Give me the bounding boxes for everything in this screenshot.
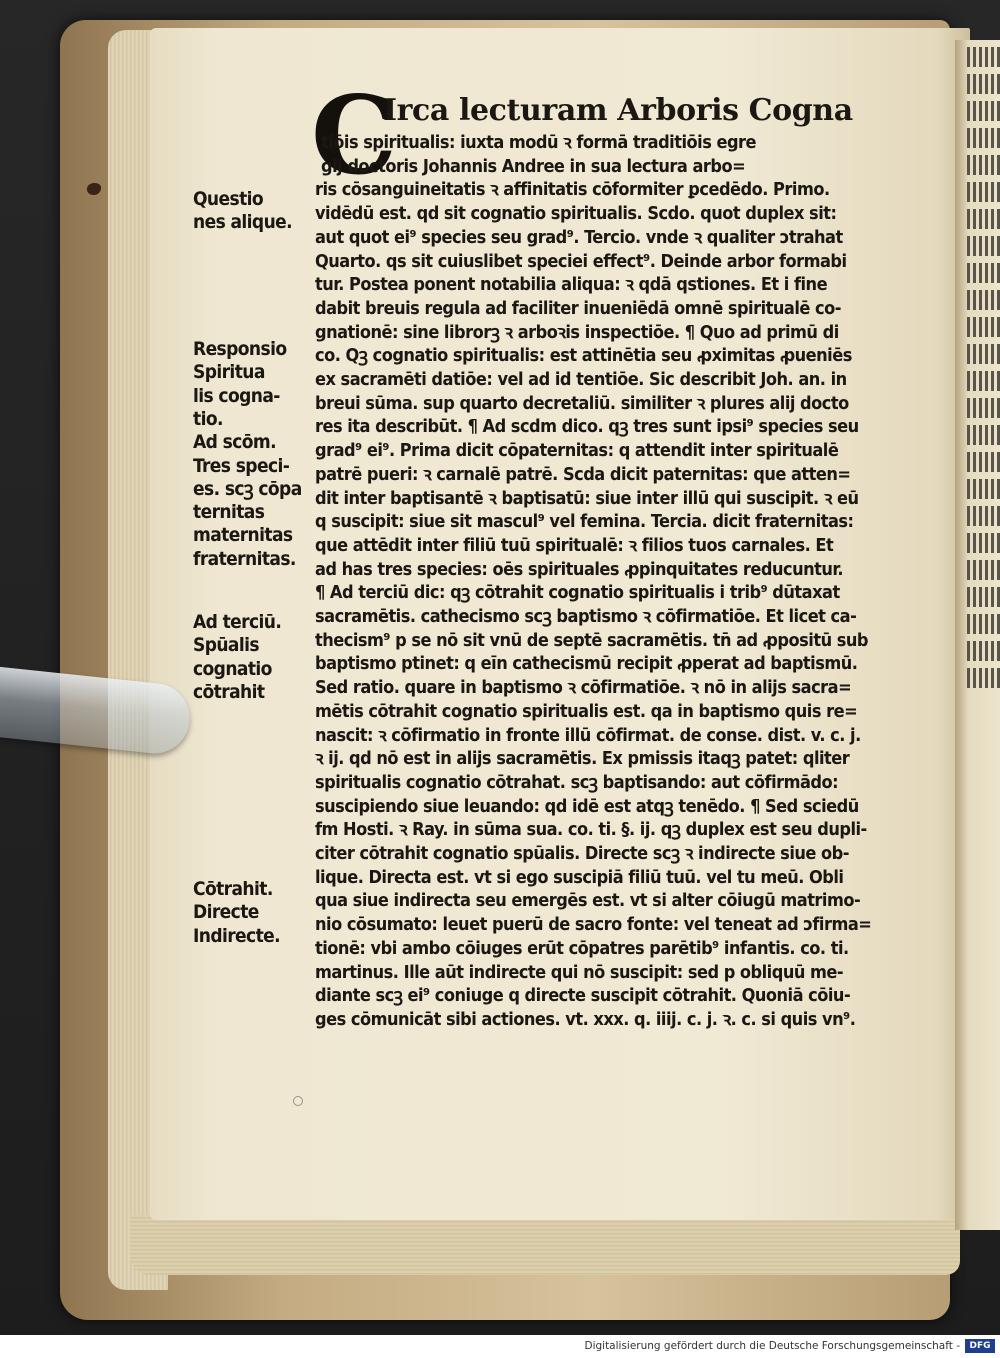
text-line: aut quot ei⁹ species seu grad⁹. Tercio. vnde ꝛ qualiter ɔtrahat: [315, 226, 843, 248]
decorated-initial: C: [311, 73, 397, 199]
page-edges-bottom: [130, 1215, 960, 1275]
text-line: thecism⁹ p se nō sit vnū de septē sacramētis. tn̄ ad ꝓpositū sub: [315, 629, 869, 651]
text-line: dit inter baptisantē ꝛ baptisatū: siue inter illū qui suscipit. ꝛ eū: [315, 487, 859, 509]
margin-note-line: cōtrahit: [193, 680, 265, 703]
text-line: gnationē: sine librorꝫ ꝛ arboꝛis inspectiōe. ¶ Quo ad primū di: [315, 321, 839, 343]
text-line: fm Hosti. ꝛ Ray. in sūma sua. co. ti. §. ij. qꝫ duplex est seu dupli-: [315, 819, 867, 841]
text-line: res ita describūt. ¶ Ad scdm dico. qꝫ tres sunt ipsi⁹ species seu: [315, 416, 859, 438]
margin-note-line: Indirecte.: [193, 924, 281, 947]
text-line: spiritualis cognatio cōtrahat. scꝫ baptisando: aut cōfirmādo:: [315, 771, 839, 793]
margin-note-line: Ad scōm.: [193, 431, 276, 454]
text-line: lique. Directa est. vt si ego suscipiā filiū tuū. vel tu meū. Obli: [315, 866, 844, 888]
text-line: ꝛ ij. qd nō est in alijs sacramētis. Ex pmissis itaqꝫ patet: qliter: [315, 748, 850, 770]
text-line: vidēdū est. qd sit cognatio spiritualis. Scdo. quot duplex sit:: [315, 203, 837, 225]
text-line: baptismo ptinet: q eīn cathecismū recipit ꝓperat ad baptismū.: [315, 653, 858, 675]
text-line: suscipiendo siue leuando: qd idē est atqꝫ tenēdo. ¶ Sed sciedū: [315, 795, 859, 817]
dfg-logo: DFG: [965, 1339, 995, 1353]
text-line: ad has tres species: oēs spirituales ꝓpinquitates reducuntur.: [315, 558, 843, 580]
text-line: co. Qꝫ cognatio spiritualis: est attinētia seu ꝓximitas ꝓueniēs: [315, 345, 852, 367]
heading-line: Irca lecturam Arboris Cogna: [383, 93, 853, 128]
margin-note-line: Spūalis: [193, 634, 259, 657]
text-line: ex sacramēti datiōe: vel ad id tentiōe. Sic describit Joh. an. in: [315, 369, 847, 390]
text-line: martinus. Ille aūt indirecte qui nō suscipit: sed p obliquū me-: [315, 961, 844, 983]
text-line: grad⁹ ei⁹. Prima dicit cōpaternitas: q attendit inter spiritualē: [315, 440, 839, 462]
small-circle-mark: [293, 1096, 303, 1106]
margin-note-line: tio.: [193, 407, 223, 430]
margin-note-line: Responsio: [193, 338, 287, 360]
margin-note-line: fraternitas.: [193, 547, 296, 570]
margin-note-line: Cōtrahit.: [193, 878, 273, 900]
text-line: mētis cōtrahit cognatio spiritualis est. qa in baptismo quis re=: [315, 700, 858, 722]
text-line: nio cōsumato: leuet puerū de sacro fonte: vel teneat ad ɔfirma=: [315, 914, 872, 936]
margin-note-line: Ad terciū.: [193, 611, 282, 633]
facing-page-edge: [955, 40, 1000, 1230]
text-line: gij doctoris Johannis Andree in sua lectura arbo=: [321, 155, 746, 177]
text-line: tionē: vbi ambo cōiuges erūt cōpatres parētib⁹ infantis. co. ti.: [315, 937, 849, 959]
margin-note-line: lis cogna-: [193, 384, 280, 407]
text-line: ¶ Ad terciū dic: qꝫ cōtrahit cognatio spiritualis i trib⁹ dūtaxat: [315, 582, 840, 604]
text-line: que attēdit inter filiū tuū spiritualē: ꝛ filios tuos carnales. Et: [315, 534, 834, 556]
text-line: tiōis spiritualis: iuxta modū ꝛ formā traditiōis egre: [321, 132, 757, 153]
text-line: citer cōtrahit cognatio spūalis. Directe scꝫ ꝛ indirecte siue ob-: [315, 843, 849, 864]
margin-note-line: Spiritua: [193, 361, 265, 384]
margin-note-line: cognatio: [193, 657, 272, 680]
margin-note-line: maternitas: [193, 524, 293, 547]
text-line: Sed ratio. quare in baptismo ꝛ cōfirmatiōe. ꝛ nō in alijs sacra=: [315, 677, 852, 699]
text-line: ris cōsanguineitatis ꝛ affinitatis cōformiter ꝑcedēdo. Primo.: [315, 179, 830, 201]
text-line: tur. Postea ponent notabilia aliqua: ꝛ qdā qstiones. Et i fine: [315, 274, 828, 296]
text-line: nascit: ꝛ cōfirmatio in fronte illū cōfirmat. de conse. dist. v. c. j.: [315, 724, 861, 746]
text-line: qua siue indirecta seu emergēs est. vt si alter cōiugū matrimo-: [315, 890, 861, 912]
text-line: ges cōmunicāt sibi actiones. vt. xxx. q. iiij. c. j. ꝛ. c. si quis vn⁹.: [315, 1008, 856, 1030]
text-line: patrē pueri: ꝛ carnalē patrē. Scda dicit paternitas: que atten=: [315, 463, 851, 485]
text-line: Quarto. qs sit cuiuslibet speciei effect⁹. Deinde arbor formabi: [315, 250, 847, 272]
margin-note-line: nes alique.: [193, 211, 293, 234]
text-line: sacramētis. cathecismo scꝫ baptismo ꝛ cōfirmatiōe. Et licet ca-: [315, 606, 857, 627]
margin-note-line: Directe: [193, 901, 259, 924]
text-line: dabit breuis regula ad faciliter inueniēdā omnē spiritualē co-: [315, 297, 841, 319]
funding-credit: Digitalisierung gefördert durch die Deutsche Forschungsgemeinschaft -: [584, 1340, 960, 1352]
margin-note-line: Questio: [193, 188, 264, 210]
footer-bar: [0, 1335, 1000, 1358]
page-text-block: [193, 73, 953, 1088]
margin-note-line: es. scꝫ cōpa: [193, 477, 302, 500]
margin-note-line: Tres speci-: [193, 454, 290, 477]
text-line: breui sūma. sup quarto decretaliū. similiter ꝛ plures alij docto: [315, 392, 849, 414]
text-line: diante scꝫ ei⁹ coniuge q directe suscipit cōtrahit. Quoniā cōiu-: [315, 985, 851, 1007]
margin-note-line: ternitas: [193, 501, 265, 524]
text-line: q suscipit: siue sit mascul⁹ vel femina. Tercia. dicit fraternitas:: [315, 511, 854, 533]
